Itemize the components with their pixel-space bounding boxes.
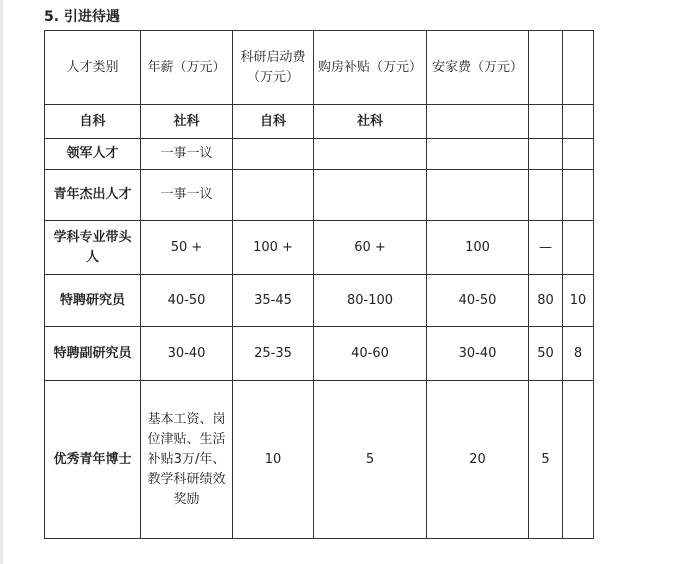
table-cell: 5 <box>314 381 427 539</box>
table-cell <box>233 139 314 170</box>
row-label-cell: 优秀青年博士 <box>45 381 141 539</box>
row-label-cell: 领军人才 <box>45 139 141 170</box>
table-cell: 一事一议 <box>141 170 233 221</box>
subheader-cell: 社科 <box>314 105 427 139</box>
table-cell <box>563 221 594 275</box>
table-cell: 100 + <box>233 221 314 275</box>
section-heading: 5. 引进待遇 <box>44 9 120 25</box>
header-cell: 年薪（万元） <box>141 31 233 105</box>
header-cell: 人才类别 <box>45 31 141 105</box>
table-cell: 40-50 <box>141 275 233 327</box>
table-row <box>45 275 594 327</box>
table-cell: — <box>529 221 563 275</box>
table-cell: 40-50 <box>427 275 529 327</box>
header-cell: 安家费（万元） <box>427 31 529 105</box>
header-cell <box>563 31 594 105</box>
subheader-cell: 自科 <box>233 105 314 139</box>
subheader-cell: 自科 <box>45 105 141 139</box>
table-cell <box>427 170 529 221</box>
table-cell: 30-40 <box>427 327 529 381</box>
subheader-cell <box>529 105 563 139</box>
table-cell <box>563 139 594 170</box>
subheader-cell <box>563 105 594 139</box>
table-cell: 一事一议 <box>141 139 233 170</box>
subheader-cell <box>427 105 529 139</box>
table-cell <box>563 170 594 221</box>
table-cell <box>314 170 427 221</box>
table-subheader-row <box>45 105 594 139</box>
table-cell: 30-40 <box>141 327 233 381</box>
table-row <box>45 327 594 381</box>
table-cell: 35-45 <box>233 275 314 327</box>
table-cell: 基本工资、岗位津贴、生活补贴3万/年、教学科研绩效奖励 <box>141 381 233 539</box>
table-cell: 50 + <box>141 221 233 275</box>
header-cell <box>529 31 563 105</box>
table-cell: 5 <box>529 381 563 539</box>
table-cell <box>233 170 314 221</box>
table-row <box>45 170 594 221</box>
table-row <box>45 139 594 170</box>
header-cell: 科研启动费（万元） <box>233 31 314 105</box>
talent-benefits-table <box>44 30 594 539</box>
table-cell: 25-35 <box>233 327 314 381</box>
table-cell: 100 <box>427 221 529 275</box>
table-cell: 60 + <box>314 221 427 275</box>
table-cell: 40-60 <box>314 327 427 381</box>
header-cell: 购房补贴（万元） <box>314 31 427 105</box>
page-left-edge <box>0 0 3 564</box>
table-cell: 80 <box>529 275 563 327</box>
table-cell: 50 <box>529 327 563 381</box>
table-cell <box>529 170 563 221</box>
table-cell: 10 <box>563 275 594 327</box>
table-cell: 8 <box>563 327 594 381</box>
row-label-cell: 学科专业带头人 <box>45 221 141 275</box>
table-row <box>45 221 594 275</box>
table-cell <box>529 139 563 170</box>
table-cell <box>314 139 427 170</box>
table-cell: 10 <box>233 381 314 539</box>
table-row <box>45 381 594 539</box>
table-cell <box>427 139 529 170</box>
table-cell <box>563 381 594 539</box>
row-label-cell: 特聘副研究员 <box>45 327 141 381</box>
table-cell: 20 <box>427 381 529 539</box>
table-header-row <box>45 31 594 105</box>
row-label-cell: 青年杰出人才 <box>45 170 141 221</box>
row-label-cell: 特聘研究员 <box>45 275 141 327</box>
table-cell: 80-100 <box>314 275 427 327</box>
subheader-cell: 社科 <box>141 105 233 139</box>
